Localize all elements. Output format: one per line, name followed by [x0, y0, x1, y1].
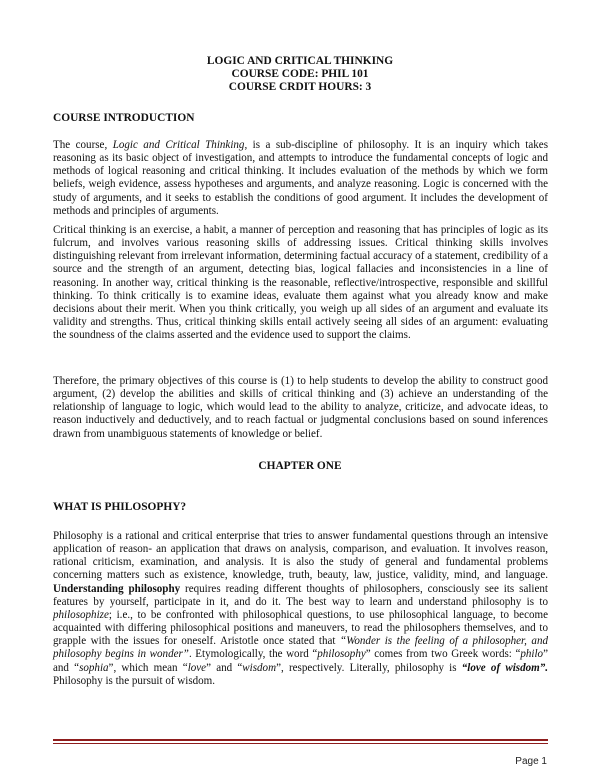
footer-rule-thin — [53, 743, 548, 744]
course-credit-hours: COURSE CRDIT HOURS: 3 — [228, 81, 372, 94]
philosophy-heading: WHAT IS PHILOSOPHY? — [53, 501, 187, 513]
phil-italic-sophia: sophia — [79, 661, 109, 674]
phil-text-15: ” and “ — [206, 661, 243, 674]
phil-text-19: Philosophy is the pursuit of wisdom. — [53, 674, 216, 687]
phil-text-11: ” and “ — [53, 648, 548, 674]
phil-italic-love: love — [187, 661, 207, 674]
phil-italic-wisdom: wisdom — [242, 661, 277, 674]
phil-text-1: Philosophy is a rational and critical enterprise that tries to answer fundamental questions through an intensive application of reason- an application that draws on analysis, comparison, and evaluation. It involves reason, rational criticism, examination, and analysis. It is also the study of general and fundamental problems concerning matters such as existence, knowledge, truth, beauty, law, justice, validity, mind, and language. — [53, 530, 548, 582]
philosophy-paragraph — [53, 530, 548, 688]
document-header — [0, 55, 600, 95]
phil-italic-philo: philo — [520, 648, 544, 661]
phil-text-7: . Etymologically, the word “ — [188, 648, 318, 661]
chapter-heading: CHAPTER ONE — [258, 460, 342, 472]
footer-rule-thick — [53, 739, 548, 741]
phil-text-17: ”, respectively. Literally, philosophy is — [276, 661, 462, 674]
phil-text-5: ; i.e., to be confronted with philosophical questions, to use philosophical language, to become acquainted with differing philosophical positions and maneuvers, to read the philosophers themselves, and to grapple with the issues for oneself. Aristotle once stated that — [53, 608, 548, 648]
intro-paragraph-1 — [53, 139, 548, 218]
intro-paragraph-3: Therefore, the primary objectives of this course is (1) to help students to develop the ability to construct good argument, (2) develop the abilities and skills of critical thinking and (3) achieve an understanding of the relationship of language to logic, which would lead to the ability to analyze, criticize, and advocate ideas, to reason inductively and deductively, and to reach factual or judgmental conclusions based on sound inferences drawn from unambiguous statements of knowledge or belief. — [53, 375, 548, 440]
intro-p1-text-c: , is a sub-discipline of philosophy. It is an inquiry which takes reasoning as its basic object of investigation, and attempts to introduce the fundamental concepts of logic and methods of logical reasoning and critical thinking. It includes evaluation of the methods by which we form beliefs, weigh evidence, assess hypotheses and arguments, and analyze reasoning. Logic is concerned with the study of arguments, and it seeks to establish the conditions of good argument. It includes the development of methods and principles of arguments. — [53, 139, 548, 217]
page-number: Page 1 — [515, 756, 547, 767]
phil-text-13: ”, which mean “ — [108, 661, 188, 674]
intro-paragraph-2: Critical thinking is an exercise, a habit, a manner of perception and reasoning that has principles of logic as its fulcrum, and involves various reasoning skills of addressing issues. Critical thinking skills involves distinguishing relevant from irrelevant information, determining factual accuracy of a statement, credibility of a source and the strength of an argument, detecting bias, logical fallacies and inconsistencies in a line of reasoning. In another way, critical thinking is the reasonable, reflective/introspective, responsible and skillful thinking. To think critically is to examine ideas, evaluate them against what you already know and make decisions about their merit. When you think critically, you weigh up all sides of an argument and evaluate its validity and strengths. Thus, critical thinking skills entail actively seeing all sides of an argument: evaluating the soundness of the claims asserted and the evidence used to support the claims. — [53, 224, 548, 342]
phil-text-3: requires reading different thoughts of philosophers, consciously see its salient features by yourself, participate in it, and do it. The best way to learn and understand philosophy is to — [53, 582, 548, 608]
phil-italic-philosophy: philosophy — [317, 648, 366, 661]
intro-p1-course-name: Logic and Critical Thinking — [112, 139, 245, 151]
course-title: LOGIC AND CRITICAL THINKING — [206, 55, 394, 67]
phil-text-9: ” comes from two Greek words: “ — [365, 648, 521, 661]
phil-italic-philosophize: philosophize — [53, 608, 109, 621]
intro-p1-text-a: The course, — [53, 139, 113, 151]
course-code: COURSE CODE: PHIL 101 — [231, 68, 369, 81]
phil-aristotle-quote: “Wonder is the feeling of a philosopher, and philosophy begins in wonder” — [53, 635, 549, 661]
phil-bold-understanding: Understanding philosophy — [53, 582, 181, 595]
course-introduction-heading: COURSE INTRODUCTION — [53, 112, 195, 124]
phil-bold-love-of-wisdom: “love of wisdom”. — [461, 661, 549, 674]
